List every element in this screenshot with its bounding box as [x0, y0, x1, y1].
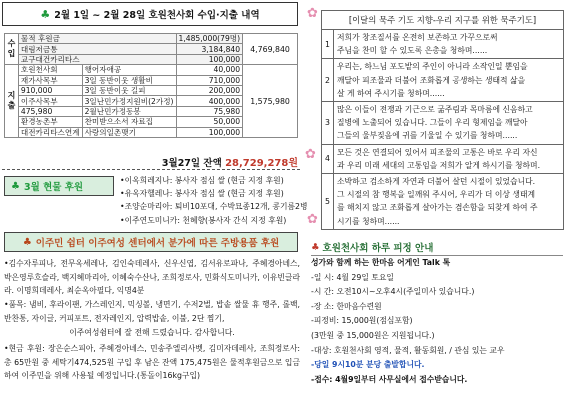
income-amount: 1,485,000(79명) — [176, 34, 243, 44]
march-support-heading: 3월 현물 후원 — [23, 182, 84, 193]
income-label: 수입 — [5, 34, 19, 65]
meeting-line: -당일 9시10분 분당 출발합니다. — [311, 360, 425, 370]
meeting-line: -일 시: 4월 29일 토요일 — [311, 272, 394, 282]
prayer-line: 소박하고 검소하게 자연과 더불어 살던 시절이 있었습니다. — [337, 177, 536, 187]
prayer-line: 시기를 청하며...... — [337, 216, 400, 226]
table-row — [322, 11, 564, 30]
item-list: •품목: 냄비, 후라이팬, 가스레인지, 믹싱볼, 냉면기, 수저2벌, 밥솥 쌀물 휴 행주, 롤백, 반찬통, 자이글, 커피포트, 전자레인지, 압력밥솥, 이불, 2단 찜기, — [4, 300, 300, 323]
march-support-list — [120, 174, 308, 227]
prayer-line: 주님을 찬미 할 수 있도록 은총을 청하며...... — [337, 46, 488, 56]
balance-amount: 28,729,278원 — [225, 158, 298, 169]
table-row — [322, 30, 564, 59]
expense-recipient: 이주사목부 — [18, 96, 82, 106]
flower-icon: ✿ — [307, 212, 318, 227]
expense-amount: 75,980 — [176, 106, 243, 116]
march-support-title — [4, 176, 114, 196]
list-item: •유옥자헬레나: 봉사자 점심 쌀 (현금 지정 후원) — [120, 189, 284, 199]
table-row — [322, 102, 564, 145]
expense-amount: 200,000 — [176, 85, 243, 95]
meeting-line: -장 소: 한마음수련원 — [311, 301, 382, 311]
meeting-details — [311, 255, 563, 387]
prayer-number: 2 — [322, 59, 334, 102]
prayer-number: 4 — [322, 144, 334, 173]
prayer-line: 살 게 하여 주시기를 청하며...... — [337, 88, 445, 98]
list-item: •이옥희레지나: 봉사자 점심 쌀 (현금 지정 후원) — [120, 176, 284, 185]
expense-label: 지출 — [5, 65, 19, 138]
expense-amount: 40,000 — [176, 65, 243, 75]
expense-item: 3일 동반이웃 생활비 — [82, 75, 176, 85]
expense-item: 행어자애공 — [82, 65, 176, 75]
list-item: •이주연도미니카: 천혜향(봉사자 간식 지정 후원) — [120, 215, 287, 225]
table-row — [322, 144, 564, 173]
income-item: 대림저금통 — [18, 44, 176, 54]
table-row — [5, 34, 298, 44]
expense-amount: 400,000 — [176, 96, 243, 106]
flower-icon: ✿ — [307, 6, 318, 21]
expense-amount: 50,000 — [176, 117, 243, 127]
clover-icon: ♣ — [40, 7, 51, 21]
finance-header — [2, 2, 298, 26]
divider — [2, 169, 300, 170]
meeting-title — [311, 240, 433, 254]
income-item: 물적 후원금 — [18, 34, 176, 44]
expense-recipient: 910,000 — [18, 85, 82, 95]
prayer-line: 과 우리 미래 세대의 고통임을 저희가 알게 하시기를 청하며. — [337, 160, 541, 170]
prayer-title: [이달의 묵주 기도 지향-우리 지구를 위한 묵주기도] — [322, 11, 564, 30]
meeting-line: -시 간: 오전10시~오후4시(주일미사 있습니다.) — [311, 287, 475, 297]
income-item: 교구대건카리타스 — [18, 54, 176, 64]
prayer-intention — [334, 102, 564, 145]
expense-item: 2월난민가정동봉 — [82, 106, 176, 116]
flower-icon: ✿ — [305, 147, 316, 162]
finance-header-title: 2월 1일 ~ 2월 28일 호원천사회 수입·지출 내역 — [54, 10, 260, 21]
migrant-shelter-heading: 이주민 쉼터 이주여성 센터에서 분가에 따른 주방용품 후원 — [35, 238, 280, 249]
left-column — [2, 2, 308, 399]
expense-recipient: 475,980 — [18, 106, 82, 116]
prayer-intention — [334, 59, 564, 102]
prayer-line: 저희가 창조질서를 온전히 보존하고 가꾸으로써 — [337, 33, 498, 42]
list-item: •조양순마리아: 퇴비10포대, 수박묘종12개, 콩기름2병 — [120, 202, 308, 212]
right-column — [305, 2, 565, 399]
table-row — [322, 59, 564, 102]
meeting-line: -접수: 4월9일부터 사무실에서 접수받습니다. — [311, 374, 468, 384]
donor-list: •김수자루피나, 전무옥세레나, 김인숙데레사, 신우신엽, 김서유로파나, 주혜경아녜스, 박은영루흐슬라, 백지혜마리아, 이혜숙수산나, 조희정로사, 민화식도미니카, 이유빈글라라. 이명희데레사, 최순옥아필다, 익명4분 — [4, 259, 300, 296]
expense-recipient: 호원천사회 — [18, 65, 82, 75]
finance-table — [4, 33, 298, 138]
prayer-number: 1 — [322, 30, 334, 59]
prayer-table — [321, 10, 564, 230]
expense-item: 찬미받으소서 자료집 — [82, 117, 176, 127]
prayer-line: 깨달아 피조물과 더불어 조화롭게 공생하는 생태적 삶을 — [337, 75, 526, 85]
prayer-number: 5 — [322, 174, 334, 230]
expense-item: 사랑의일촌맺기 — [82, 127, 176, 137]
prayer-intention — [334, 30, 564, 59]
meeting-line: (3만원 중 15,000원은 지원됩니다.) — [311, 330, 435, 340]
expense-amount: 100,000 — [176, 127, 243, 137]
meeting-line: 성가와 함께 하는 한마음 어게인 Talk 톡 — [311, 258, 451, 267]
meeting-line: -대상: 호원천사회 영적, 물적, 활동회원, / 관심 있는 교우 — [311, 345, 505, 355]
migrant-shelter-title — [4, 232, 298, 252]
cash-support: •현금 후원: 장은순스피아, 주혜경아녜스, 민송주엘리사벳, 김미자데레사, 조희정로사: 총 65만원 중 세탁기474,525원 구입 후 남은 잔액 175,475원은 물적후원금으로 입금하여 이주민을 위해 사용될 예정입니다.(통돌이16kg구입) — [4, 344, 300, 381]
balance-line — [2, 154, 300, 169]
expense-amount: 710,000 — [176, 75, 243, 85]
clover-icon: ♣ — [311, 241, 320, 253]
clover-icon: ♣ — [11, 180, 20, 192]
balance-label: 3월27일 잔액 — [161, 158, 222, 169]
prayer-number: 3 — [322, 102, 334, 145]
table-row — [5, 65, 298, 75]
prayer-line: 를 해치지 않고 조화롭게 살아가는 겸손함을 되찾게 하여 주 — [337, 203, 538, 213]
prayer-intention — [334, 174, 564, 230]
expense-recipient: 환경농촌부 — [18, 117, 82, 127]
income-amount: 100,000 — [176, 54, 243, 64]
income-amount: 3,184,840 — [176, 44, 243, 54]
clover-icon: ♣ — [22, 236, 32, 248]
prayer-line: 그들의 울부짖음에 귀를 기울일 수 있기를 청하며...... — [337, 131, 518, 141]
table-row — [322, 174, 564, 230]
prayer-line: 많은 이들이 전쟁과 기근으로 굶주림과 목마름에 신음하고 — [337, 105, 533, 115]
expense-recipient: 대전카리타스연계 — [18, 127, 82, 137]
meeting-line: -피정비: 15,000원(점심포함) — [311, 316, 413, 326]
expense-recipient: 재가사목부 — [18, 75, 82, 85]
prayer-intention — [334, 144, 564, 173]
prayer-line: 우리는, 하느님 포도밭의 주인이 아니라 소작인일 뿐임을 — [337, 62, 528, 72]
prayer-line: 그 시절의 참 행복을 일깨워 주시어, 우리가 더 이상 생태계 — [337, 190, 536, 200]
thanks-note: 이주여성쉼터에 잘 전해 드렸습니다. 감사합니다. — [69, 328, 235, 337]
prayer-line: 모든 것은 연결되어 있어서 피조물의 고통은 바로 우리 자신 — [337, 147, 538, 157]
expense-item: 3일난민가정지원비(2가정) — [82, 96, 176, 106]
expense-item: 3일 동반이웃 길피 — [82, 85, 176, 95]
prayer-line: 질병에 노출되어 있습니다. 그들이 우리 형제임을 깨달아 — [337, 118, 528, 128]
meeting-heading: 호원천사회 하루 피정 안내 — [322, 243, 434, 254]
expense-total: 1,575,980 — [243, 65, 298, 138]
income-total: 4,769,840 — [243, 34, 298, 65]
